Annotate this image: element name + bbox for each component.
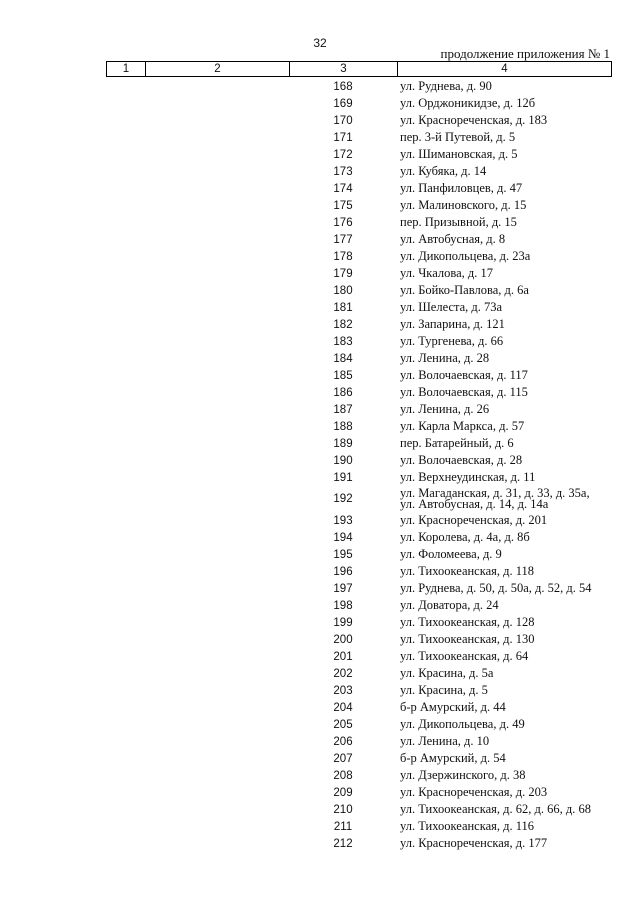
row-number: 185 <box>333 369 353 382</box>
row-address: ул. Доватора, д. 24 <box>400 598 499 612</box>
row-number: 197 <box>333 582 353 595</box>
table-row <box>0 563 640 580</box>
row-number: 180 <box>333 284 353 297</box>
table-row <box>0 418 640 435</box>
row-address: б-р Амурский, д. 44 <box>400 700 506 714</box>
row-number: 173 <box>333 165 353 178</box>
table-row <box>0 614 640 631</box>
table-row <box>0 163 640 180</box>
row-address: ул. Тихоокеанская, д. 64 <box>400 649 529 663</box>
row-address: ул. Автобусная, д. 8 <box>400 232 506 246</box>
continuation-label: продолжение приложения № 1 <box>440 46 610 61</box>
column-header-3: 3 <box>290 62 398 77</box>
row-address: ул. Тихоокеанская, д. 62, д. 66, д. 68 <box>400 802 591 816</box>
row-number: 178 <box>333 250 353 263</box>
page-number: 32 <box>313 36 327 50</box>
row-number: 200 <box>333 633 353 646</box>
table-row <box>0 648 640 665</box>
row-number: 191 <box>333 471 353 484</box>
row-address: ул. Ленина, д. 10 <box>400 734 490 748</box>
table-row <box>0 801 640 818</box>
row-number: 204 <box>333 701 353 714</box>
row-address: ул. Ленина, д. 28 <box>400 351 490 365</box>
row-number: 203 <box>333 684 353 697</box>
table-row <box>0 597 640 614</box>
row-address: ул. Шелеста, д. 73а <box>400 300 503 314</box>
row-number: 196 <box>333 565 353 578</box>
table-row <box>0 452 640 469</box>
row-number: 190 <box>333 454 353 467</box>
row-address: ул. Руднева, д. 90 <box>400 79 492 93</box>
row-address: ул. Шимановская, д. 5 <box>400 147 518 161</box>
table-row <box>0 231 640 248</box>
row-number: 187 <box>333 403 353 416</box>
table-row <box>0 180 640 197</box>
row-address: ул. Красина, д. 5а <box>400 666 494 680</box>
table-row <box>0 767 640 784</box>
table-row <box>0 197 640 214</box>
row-address: ул. Тихоокеанская, д. 128 <box>400 615 535 629</box>
table-row <box>0 682 640 699</box>
row-address: ул. Кубяка, д. 14 <box>400 164 487 178</box>
row-address: ул. Королева, д. 4а, д. 8б <box>400 530 530 544</box>
table-row <box>0 529 640 546</box>
table-row <box>0 665 640 682</box>
row-number: 176 <box>333 216 353 229</box>
row-number: 171 <box>333 131 353 144</box>
column-header-1: 1 <box>107 62 146 77</box>
row-number: 206 <box>333 735 353 748</box>
row-number: 175 <box>333 199 353 212</box>
row-number: 172 <box>333 148 353 161</box>
row-number: 209 <box>333 786 353 799</box>
table-row <box>0 631 640 648</box>
row-address: пер. Батарейный, д. 6 <box>400 436 514 450</box>
table-row <box>0 469 640 486</box>
table-row <box>0 435 640 452</box>
table-row <box>0 129 640 146</box>
row-number: 212 <box>333 837 353 850</box>
row-number: 182 <box>333 318 353 331</box>
row-number: 192 <box>333 493 353 505</box>
row-address: ул. Волочаевская, д. 115 <box>400 385 528 399</box>
row-number: 198 <box>333 599 353 612</box>
table-row <box>0 146 640 163</box>
row-number: 205 <box>333 718 353 731</box>
table-row <box>0 265 640 282</box>
column-header-table <box>106 61 612 77</box>
table-row <box>0 78 640 95</box>
table-row <box>0 580 640 597</box>
column-header-row <box>107 62 612 77</box>
row-number: 181 <box>333 301 353 314</box>
row-address: ул. Дикопольцева, д. 49 <box>400 717 525 731</box>
row-address: ул. Краснореченская, д. 183 <box>400 113 548 127</box>
row-number: 177 <box>333 233 353 246</box>
table-row <box>0 384 640 401</box>
table-row <box>0 248 640 265</box>
row-number: 186 <box>333 386 353 399</box>
table-row <box>0 112 640 129</box>
row-number: 199 <box>333 616 353 629</box>
table-row <box>0 214 640 231</box>
row-address: ул. Орджоникидзе, д. 12б <box>400 96 536 110</box>
table-row <box>0 401 640 418</box>
row-number: 193 <box>333 514 353 527</box>
table-row <box>0 350 640 367</box>
row-address: ул. Краснореченская, д. 177 <box>400 836 548 850</box>
row-number: 170 <box>333 114 353 127</box>
table-row <box>0 733 640 750</box>
row-address: ул. Фоломеева, д. 9 <box>400 547 502 561</box>
row-address: ул. Руднева, д. 50, д. 50а, д. 52, д. 54 <box>400 581 592 595</box>
row-number: 195 <box>333 548 353 561</box>
row-number: 194 <box>333 531 353 544</box>
table-row <box>0 750 640 767</box>
row-number: 210 <box>333 803 353 816</box>
row-address: ул. Тихоокеанская, д. 118 <box>400 564 535 578</box>
row-address: ул. Карла Маркса, д. 57 <box>400 419 525 433</box>
column-header-2: 2 <box>146 62 290 77</box>
row-number: 189 <box>333 437 353 450</box>
row-address: б-р Амурский, д. 54 <box>400 751 506 765</box>
row-number: 174 <box>333 182 353 195</box>
table-row <box>0 333 640 350</box>
table-row <box>0 835 640 852</box>
row-address: ул. Панфиловцев, д. 47 <box>400 181 523 195</box>
row-address: ул. Верхнеудинская, д. 11 <box>400 470 536 484</box>
row-number: 208 <box>333 769 353 782</box>
row-number: 211 <box>333 820 353 833</box>
row-address: ул. Волочаевская, д. 28 <box>400 453 523 467</box>
table-row <box>0 784 640 801</box>
table-row <box>0 699 640 716</box>
table-row <box>0 316 640 333</box>
row-address: пер. 3-й Путевой, д. 5 <box>400 130 516 144</box>
row-number: 188 <box>333 420 353 433</box>
row-number: 168 <box>333 80 353 93</box>
row-number: 179 <box>333 267 353 280</box>
row-number: 201 <box>333 650 353 663</box>
table-row <box>0 818 640 835</box>
row-address: ул. Дзержинского, д. 38 <box>400 768 526 782</box>
table-row <box>0 367 640 384</box>
row-address: ул. Тихоокеанская, д. 130 <box>400 632 535 646</box>
row-address: ул. Тургенева, д. 66 <box>400 334 504 348</box>
table-row <box>0 299 640 316</box>
row-number: 207 <box>333 752 353 765</box>
row-address: ул. Малиновского, д. 15 <box>400 198 527 212</box>
row-number: 169 <box>333 97 353 110</box>
row-address: ул. Магаданская, д. 31, д. 33, д. 35а, ул. Автобусная, д. 14, д. 14а <box>400 486 590 511</box>
row-address: пер. Призывной, д. 15 <box>400 215 517 229</box>
row-address: ул. Дикопольцева, д. 23а <box>400 249 531 263</box>
row-number: 184 <box>333 352 353 365</box>
address-list <box>0 78 640 852</box>
table-row <box>0 716 640 733</box>
table-row <box>0 282 640 299</box>
row-address: ул. Красина, д. 5 <box>400 683 488 697</box>
row-address: ул. Волочаевская, д. 117 <box>400 368 528 382</box>
row-address: ул. Бойко-Павлова, д. 6а <box>400 283 529 297</box>
row-number: 202 <box>333 667 353 680</box>
row-address: ул. Ленина, д. 26 <box>400 402 490 416</box>
column-header-4: 4 <box>398 62 612 77</box>
row-address: ул. Чкалова, д. 17 <box>400 266 493 280</box>
row-address: ул. Краснореченская, д. 201 <box>400 513 548 527</box>
row-address: ул. Запарина, д. 121 <box>400 317 505 331</box>
table-row <box>0 486 640 512</box>
table-row <box>0 512 640 529</box>
row-number: 183 <box>333 335 353 348</box>
table-row <box>0 95 640 112</box>
row-address: ул. Тихоокеанская, д. 116 <box>400 819 535 833</box>
row-address: ул. Краснореченская, д. 203 <box>400 785 548 799</box>
table-row <box>0 546 640 563</box>
